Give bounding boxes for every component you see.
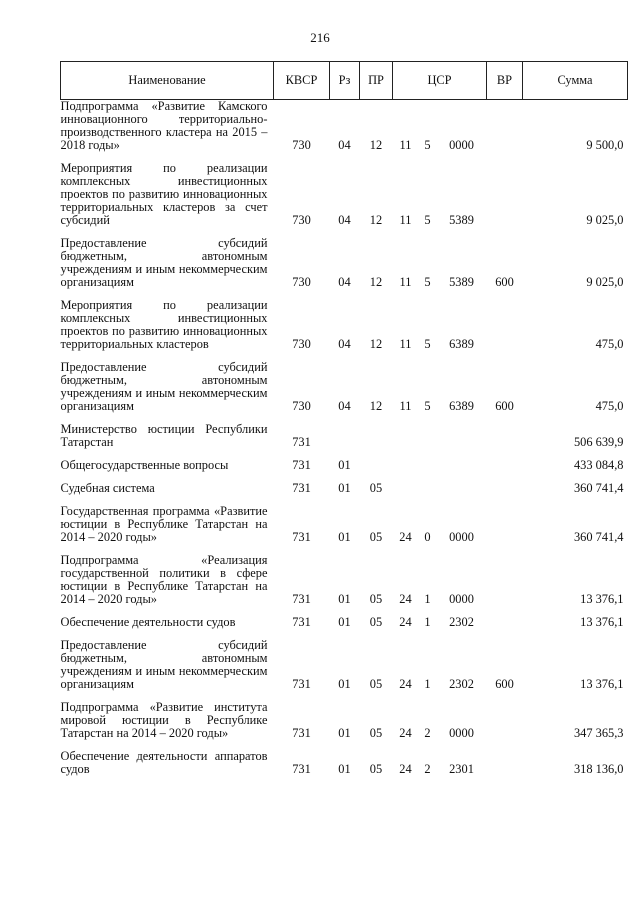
row-csr-subprogram: 2 bbox=[424, 762, 431, 776]
row-sum: 347 365,3 bbox=[573, 726, 624, 740]
row-csr-code: 0000 bbox=[449, 530, 474, 544]
table-row bbox=[61, 162, 628, 229]
row-pr bbox=[360, 423, 393, 451]
row-kvsr: 731 bbox=[292, 592, 311, 606]
row-csr-subprogram: 5 bbox=[424, 399, 431, 413]
row-csr-code: 5389 bbox=[449, 275, 474, 289]
row-csr-program: 11 bbox=[399, 275, 412, 289]
row-rz: 04 bbox=[338, 337, 351, 351]
row-kvsr: 730 bbox=[292, 275, 311, 289]
row-sum: 506 639,9 bbox=[573, 435, 624, 449]
row-rz: 01 bbox=[338, 530, 351, 544]
header-vr: ВР bbox=[487, 62, 523, 100]
table-row bbox=[61, 482, 628, 497]
row-csr-program bbox=[393, 423, 419, 451]
table-row bbox=[61, 639, 628, 693]
row-name: Предоставление субсидий бюджетным, автономным учреждениям и иным некоммерческим организациям bbox=[60, 360, 268, 413]
row-csr-code: 5389 bbox=[449, 213, 474, 227]
row-name: Предоставление субсидий бюджетным, автономным учреждениям и иным некоммерческим организациям bbox=[60, 638, 268, 691]
row-csr-program: 24 bbox=[399, 677, 412, 691]
table-header-row bbox=[61, 62, 628, 100]
row-kvsr: 731 bbox=[292, 458, 311, 472]
row-name: Обеспечение деятельности аппаратов судов bbox=[60, 749, 268, 776]
row-csr-code: 2301 bbox=[449, 762, 474, 776]
row-name: Государственная программа «Развитие юстиции в Республике Татарстан на 2014 – 2020 годы» bbox=[60, 504, 268, 544]
row-vr: 600 bbox=[495, 677, 514, 691]
row-pr: 05 bbox=[369, 762, 383, 776]
row-csr-code: 0000 bbox=[449, 138, 474, 152]
row-csr-subprogram: 1 bbox=[424, 677, 431, 691]
row-csr-subprogram: 1 bbox=[424, 592, 431, 606]
row-csr-program: 11 bbox=[399, 213, 412, 227]
row-vr bbox=[487, 482, 523, 497]
row-csr-code bbox=[437, 482, 487, 497]
row-vr bbox=[487, 100, 523, 155]
row-name: Подпрограмма «Развитие Камского инновационного территориально-производственного кластера на 2015 – 2018 годы» bbox=[60, 99, 268, 152]
header-kvsr: КВСР bbox=[274, 62, 330, 100]
row-vr bbox=[487, 701, 523, 742]
row-csr-program: 11 bbox=[399, 399, 412, 413]
row-csr-subprogram: 5 bbox=[424, 337, 431, 351]
row-vr: 600 bbox=[495, 399, 514, 413]
row-sum: 13 376,1 bbox=[580, 592, 624, 606]
table-row bbox=[61, 459, 628, 474]
header-rz: Рз bbox=[330, 62, 360, 100]
table-row bbox=[61, 701, 628, 742]
table-row bbox=[61, 750, 628, 778]
row-csr-subprogram bbox=[419, 482, 437, 497]
row-rz: 04 bbox=[338, 399, 351, 413]
page-number: 216 bbox=[310, 30, 330, 45]
row-kvsr: 731 bbox=[292, 615, 311, 629]
row-name: Мероприятия по реализации комплексных инвестиционных проектов по развитию инновационных территориальных кластеров bbox=[60, 298, 268, 351]
header-name: Наименование bbox=[61, 62, 274, 100]
row-csr-subprogram: 5 bbox=[424, 138, 431, 152]
row-vr bbox=[487, 616, 523, 631]
row-rz: 01 bbox=[338, 762, 351, 776]
row-csr-subprogram bbox=[419, 459, 437, 474]
row-rz: 01 bbox=[338, 592, 351, 606]
row-name: Судебная система bbox=[60, 481, 155, 495]
row-sum: 9 025,0 bbox=[586, 213, 624, 227]
table-row bbox=[61, 616, 628, 631]
row-pr: 05 bbox=[369, 530, 383, 544]
row-csr-code: 2302 bbox=[449, 615, 474, 629]
row-kvsr: 730 bbox=[292, 337, 311, 351]
row-csr-program: 24 bbox=[399, 592, 412, 606]
row-name: Обеспечение деятельности судов bbox=[60, 615, 236, 629]
table-row bbox=[61, 554, 628, 608]
row-csr-code bbox=[437, 423, 487, 451]
row-kvsr: 731 bbox=[292, 762, 311, 776]
row-name: Подпрограмма «Развитие института мировой юстиции в Республике Татарстан на 2014 – 2020 годы» bbox=[60, 700, 268, 740]
row-sum: 13 376,1 bbox=[580, 677, 624, 691]
table-row bbox=[61, 237, 628, 291]
row-rz: 01 bbox=[338, 615, 351, 629]
row-pr bbox=[360, 459, 393, 474]
row-sum: 9 500,0 bbox=[586, 138, 624, 152]
table-row bbox=[61, 299, 628, 353]
row-csr-code: 6389 bbox=[449, 399, 474, 413]
row-rz: 01 bbox=[338, 677, 351, 691]
row-rz: 01 bbox=[338, 458, 351, 472]
row-pr: 12 bbox=[369, 138, 383, 152]
row-kvsr: 730 bbox=[292, 213, 311, 227]
row-csr-subprogram: 0 bbox=[424, 530, 431, 544]
row-pr: 12 bbox=[369, 213, 383, 227]
row-vr bbox=[487, 554, 523, 608]
row-sum: 475,0 bbox=[595, 337, 624, 351]
row-rz bbox=[330, 423, 360, 451]
header-sum: Сумма bbox=[523, 62, 628, 100]
row-name: Общегосударственные вопросы bbox=[60, 458, 229, 472]
row-csr-subprogram: 5 bbox=[424, 275, 431, 289]
row-pr: 12 bbox=[369, 399, 383, 413]
row-csr-subprogram: 5 bbox=[424, 213, 431, 227]
row-csr-code: 6389 bbox=[449, 337, 474, 351]
row-kvsr: 731 bbox=[292, 677, 311, 691]
budget-table bbox=[60, 61, 628, 786]
row-sum: 318 136,0 bbox=[573, 762, 624, 776]
row-rz: 04 bbox=[338, 213, 351, 227]
row-kvsr: 730 bbox=[292, 399, 311, 413]
table-row bbox=[61, 423, 628, 451]
row-spacer-cell bbox=[61, 778, 628, 786]
row-kvsr: 730 bbox=[292, 138, 311, 152]
row-vr bbox=[487, 459, 523, 474]
row-vr bbox=[487, 750, 523, 778]
row-pr: 12 bbox=[369, 275, 383, 289]
row-csr-subprogram: 1 bbox=[424, 615, 431, 629]
row-name: Министерство юстиции Республики Татарстан bbox=[60, 422, 268, 449]
row-vr bbox=[487, 505, 523, 546]
row-kvsr: 731 bbox=[292, 435, 311, 449]
row-vr: 600 bbox=[495, 275, 514, 289]
row-csr-program: 24 bbox=[399, 615, 412, 629]
row-rz: 01 bbox=[338, 481, 351, 495]
row-csr-subprogram: 2 bbox=[424, 726, 431, 740]
row-csr-program: 11 bbox=[399, 138, 412, 152]
row-kvsr: 731 bbox=[292, 481, 311, 495]
row-rz: 04 bbox=[338, 275, 351, 289]
row-kvsr: 731 bbox=[292, 530, 311, 544]
row-sum: 433 084,8 bbox=[573, 458, 624, 472]
row-csr-subprogram bbox=[419, 423, 437, 451]
row-csr-program: 24 bbox=[399, 726, 412, 740]
header-csr: ЦСР bbox=[393, 62, 487, 100]
row-pr: 05 bbox=[369, 481, 383, 495]
row-sum: 360 741,4 bbox=[573, 481, 624, 495]
row-csr-program: 11 bbox=[399, 337, 412, 351]
table-row bbox=[61, 505, 628, 546]
row-name: Мероприятия по реализации комплексных инвестиционных проектов по развитию инновационных территориальных кластеров за счет субсидий bbox=[60, 161, 268, 227]
row-vr bbox=[487, 423, 523, 451]
row-pr: 05 bbox=[369, 677, 383, 691]
row-sum: 13 376,1 bbox=[580, 615, 624, 629]
row-csr-code: 0000 bbox=[449, 726, 474, 740]
row-csr-code bbox=[437, 459, 487, 474]
row-name: Предоставление субсидий бюджетным, автономным учреждениям и иным некоммерческим организациям bbox=[60, 236, 268, 289]
row-name: Подпрограмма «Реализация государственной политики в сфере юстиции в Республике Татарстан на 2014 – 2020 годы» bbox=[60, 553, 268, 606]
table-row bbox=[61, 361, 628, 415]
row-csr-program: 24 bbox=[399, 530, 412, 544]
table-row bbox=[61, 100, 628, 155]
row-sum: 9 025,0 bbox=[586, 275, 624, 289]
row-rz: 04 bbox=[338, 138, 351, 152]
row-vr bbox=[487, 162, 523, 229]
row-sum: 360 741,4 bbox=[573, 530, 624, 544]
row-csr-program bbox=[393, 482, 419, 497]
row-csr-code: 0000 bbox=[449, 592, 474, 606]
row-rz: 01 bbox=[338, 726, 351, 740]
row-sum: 475,0 bbox=[595, 399, 624, 413]
row-pr: 05 bbox=[369, 615, 383, 629]
header-pr: ПР bbox=[360, 62, 393, 100]
row-kvsr: 731 bbox=[292, 726, 311, 740]
row-csr-code: 2302 bbox=[449, 677, 474, 691]
row-csr-program bbox=[393, 459, 419, 474]
row-vr bbox=[487, 299, 523, 353]
row-spacer bbox=[61, 778, 628, 786]
row-pr: 12 bbox=[369, 337, 383, 351]
row-pr: 05 bbox=[369, 592, 383, 606]
row-csr-program: 24 bbox=[399, 762, 412, 776]
row-pr: 05 bbox=[369, 726, 383, 740]
